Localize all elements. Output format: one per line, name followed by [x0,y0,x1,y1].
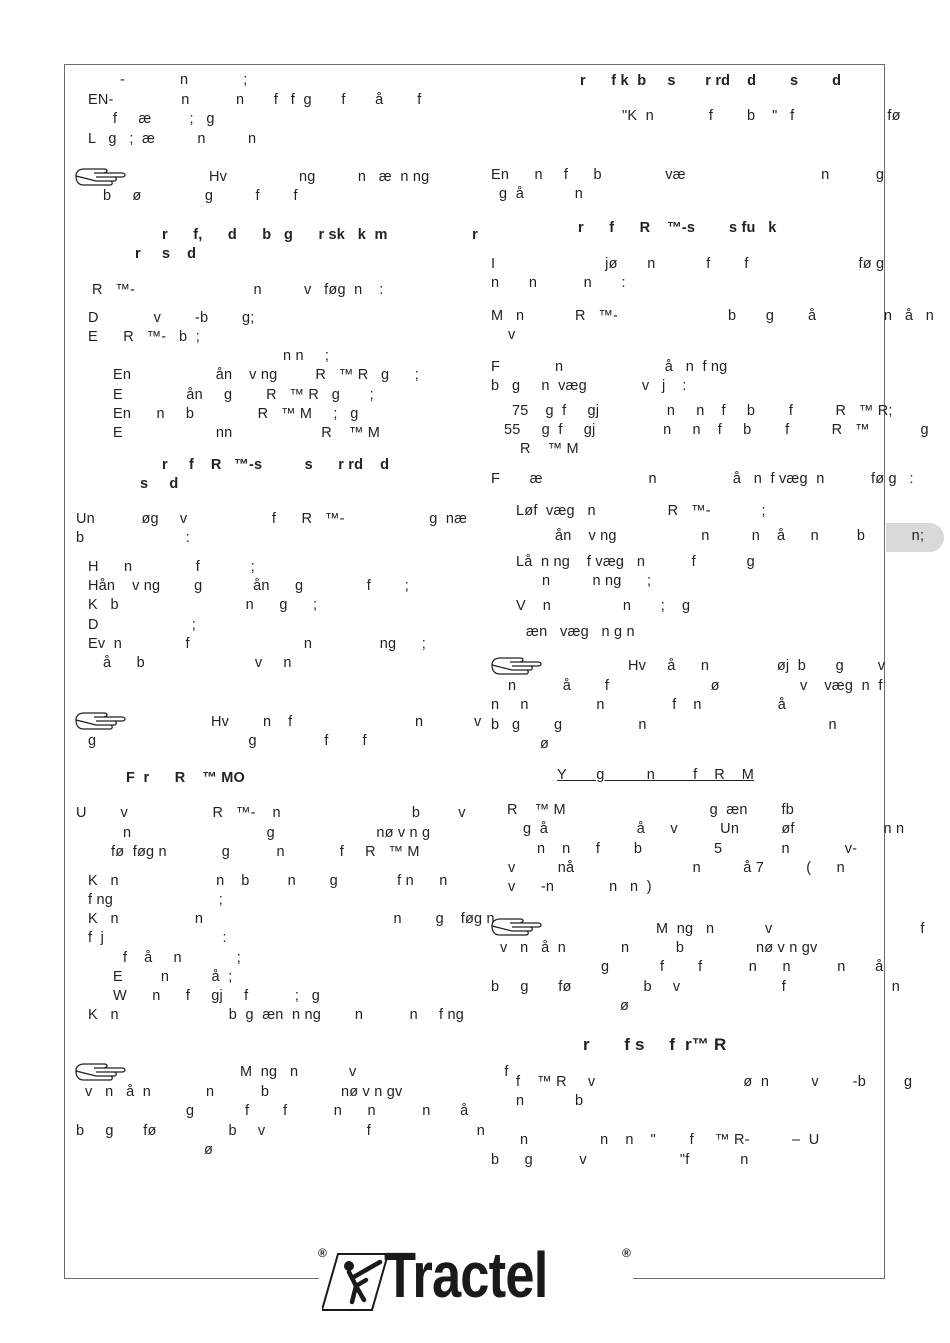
right-line: g å n [499,186,583,202]
right-line: n å f ø v væg n f [508,678,883,694]
left-line: En ån v ng R ™ R g ; [113,367,419,383]
left-line: n g nø v n g [123,825,431,841]
right-heading: r f R ™-s s fu k [578,220,777,236]
right-line: v n å n n b nø v n gv [500,940,818,956]
left-line: L g ; æ n n [88,131,257,147]
left-line: U v R ™- n b v [76,805,466,821]
right-line: n b [516,1093,584,1109]
pointing-hand-icon [74,164,126,188]
pointing-hand-icon [490,653,542,677]
left-line: b g fø b v f n [76,1123,485,1139]
right-line: æn væg n g n [526,624,635,640]
right-line: Hv å n øj b g v [628,658,886,674]
right-line: b g g n n [491,717,837,733]
right-line: F æ n å n f væg n fø g : [491,471,914,487]
right-line: M n R ™- b g å n å n [491,308,935,324]
right-line: n n ng ; [542,573,652,589]
left-line: W n f gj f ; g [113,988,321,1004]
right-line: ån v ng n n å n b n; [555,528,925,544]
left-line: v n å n n b nø v n gv [85,1084,403,1100]
left-line: E R ™- b ; [88,329,200,345]
left-line: fø føg n g n f R ™ M [111,844,420,860]
right-line: F n å n f ng [491,359,728,375]
left-line: M ng n v f [240,1064,509,1080]
right-line: b g fø b v f n [491,979,900,995]
right-line: I jø n f f fø g [491,256,885,272]
registered-mark: ® [318,1246,327,1260]
right-line: "K n f b " f fø [622,108,901,124]
footer-rule-right [633,1278,885,1279]
left-line: K n n n g føg n [88,911,495,927]
left-line: f ng ; [88,892,223,908]
left-line: Un øg v f R ™- g næ [76,511,468,527]
left-line: Hån v ng g ån g f ; [88,578,410,594]
left-line: K n n b n g f n n [88,873,448,889]
left-line: D ; [88,617,196,633]
right-line: v nå n å 7 ( n [508,860,845,876]
brand-wordmark: Tractel [384,1239,548,1311]
left-line: EN- n n f f g f å f [88,92,422,108]
left-line: - n ; [120,72,248,88]
right-line: v [508,327,516,343]
right-underlined-heading: Y g n f R M [557,767,755,783]
left-line: b : [76,530,190,546]
right-line: 75 g f gj n n f b f R ™ R; [512,403,893,419]
right-line: R ™ M [520,441,579,457]
right-line: 55 g f gj n n f b f R ™ g [504,422,929,438]
right-line: M ng n v f [656,921,925,937]
left-line: Ev n f n ng ; [88,636,426,652]
left-line: f å n ; [123,950,242,966]
right-line: b g n væg v j : [491,378,687,394]
right-line: En n f b væ n g [491,167,885,183]
left-heading: r s d [135,246,197,262]
registered-mark: ® [622,1246,631,1260]
climber-emblem-icon [322,1252,390,1312]
pointing-hand-icon [74,1059,126,1083]
left-line: Hv n f n v [211,714,482,730]
left-line: f æ ; g [113,111,215,127]
pointing-hand-icon [74,708,126,732]
footer-rule-left [64,1278,319,1279]
right-line: n n n : [491,275,626,291]
right-line: ø [620,998,630,1014]
right-line: n n n f n å [491,697,787,713]
right-line: n n n " f ™ R- – U [520,1132,820,1148]
left-line: En n b R ™ M ; g [113,406,359,422]
left-line: n n ; [283,348,330,364]
left-heading: r f R ™-s s r rd d [162,457,390,473]
left-line: D v -b g; [88,310,255,326]
left-heading: r f, d b g r sk k m r [162,227,478,243]
left-line: E n å ; [113,969,233,985]
left-line: R ™- n v føg n : [92,282,384,298]
left-line: å b v n [103,655,292,671]
right-line: b g v "f n [491,1152,749,1168]
pointing-hand-icon [490,914,542,938]
right-line: n n f b 5 n v- [537,841,858,857]
right-heading: r f s f r™ R [583,1035,727,1054]
left-line: K n b g æn n ng n n f ng [88,1007,465,1023]
right-line: f ™ R v ø n v -b g [516,1074,913,1090]
left-line: Hv ng n æ n ng [209,169,430,185]
right-line: g f f n n n å [601,959,884,975]
right-line: Lå n ng f væg n f g [516,554,755,570]
left-line: K b n g ; [88,597,318,613]
right-line: V n n ; g [516,598,691,614]
right-line: v -n n n ) [508,879,652,895]
left-line: f j : [88,930,227,946]
tractel-logo [318,1239,634,1314]
left-line: H n f ; [88,559,255,575]
right-line: Løf væg n R ™- ; [516,503,766,519]
left-line: E nn R ™ M [113,425,381,441]
left-heading: F r R ™ MO [126,770,245,786]
right-line: g å å v Un øf n n [523,821,905,837]
left-line: g g f f [88,733,367,749]
left-heading: s d [140,476,179,492]
left-line: b ø g f f [103,188,298,204]
left-line: E ån g R ™ R g ; [113,387,374,403]
right-line: ø [540,736,550,752]
right-heading: r f k b s r rd d s d [580,73,842,89]
left-line: ø [204,1142,214,1158]
right-line: R ™ M g æn fb [507,802,794,818]
left-line: g f f n n n å [186,1103,469,1119]
